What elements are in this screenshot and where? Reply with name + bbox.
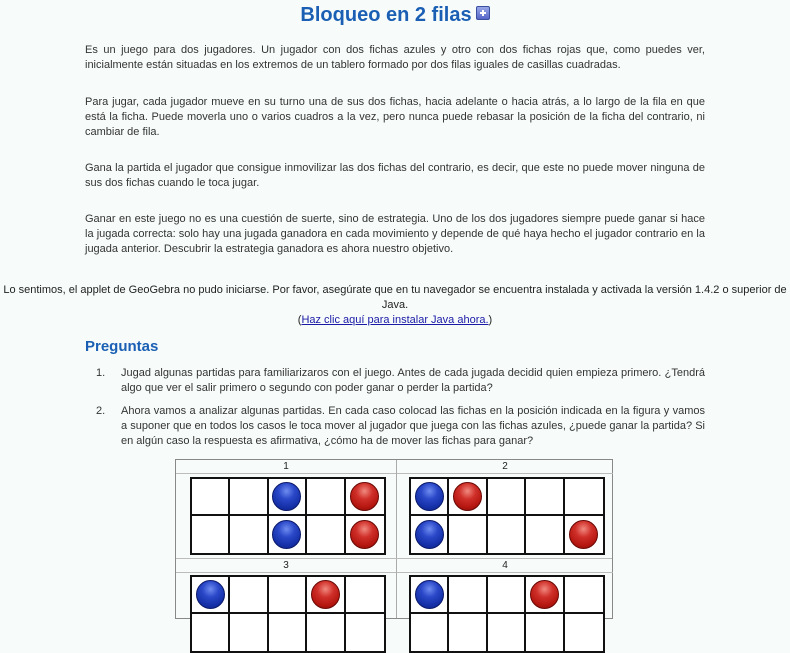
question-text: Jugad algunas partidas para familiarizaros con el juego. Antes de cada jugada decidid quien empieza primero. ¿Tendrá algo que ver el salir primero o segundo con poder ganar o perder la partida? bbox=[121, 367, 705, 394]
section-title: Preguntas bbox=[85, 338, 159, 355]
board-cell bbox=[411, 577, 449, 614]
board-cell bbox=[269, 614, 307, 651]
question-number: 2. bbox=[96, 405, 106, 417]
red-piece bbox=[569, 520, 598, 549]
board-cell bbox=[449, 516, 487, 553]
board-cell bbox=[269, 577, 307, 614]
positions-figure bbox=[175, 459, 613, 619]
board-cell bbox=[565, 614, 603, 651]
red-piece bbox=[311, 580, 340, 609]
blue-piece bbox=[272, 520, 301, 549]
blue-piece bbox=[415, 580, 444, 609]
board-label: 1 bbox=[176, 460, 396, 474]
blue-piece bbox=[415, 482, 444, 511]
board-3 bbox=[190, 575, 386, 653]
board-cell bbox=[192, 614, 230, 651]
board-cell bbox=[346, 577, 384, 614]
board-cell bbox=[526, 614, 564, 651]
java-notice bbox=[0, 283, 790, 328]
board-cell bbox=[307, 516, 345, 553]
board-cell bbox=[411, 614, 449, 651]
board-cell bbox=[526, 577, 564, 614]
board-cell bbox=[230, 614, 268, 651]
board-cell bbox=[230, 577, 268, 614]
page-title-text: Bloqueo en 2 filas bbox=[300, 4, 472, 26]
intro-paragraph: Gana la partida el jugador que consigue inmovilizar las dos fichas del contrario, es decir, que este no puede mover ninguna de sus dos fichas cuando le toca jugar. bbox=[85, 162, 705, 189]
blue-piece bbox=[272, 482, 301, 511]
board-cell bbox=[411, 479, 449, 516]
board-cell bbox=[269, 516, 307, 553]
intro-paragraph: Ganar en este juego no es una cuestión de suerte, sino de estrategia. Uno de los dos jugadores siempre puede ganar si hace la jugada correcta: solo hay una jugada ganadora en cada movimiento y depende de qué haya hecho el jugador contrario en la jugada anterior. Descubrir la estrategia ganadora es ahora nuestro objetivo. bbox=[85, 213, 705, 255]
board-1 bbox=[190, 477, 386, 555]
board-cell bbox=[192, 577, 230, 614]
java-notice-text: Lo sentimos, el applet de GeoGebra no pudo iniciarse. Por favor, asegúrate que en tu navegador se encuentra instalada y activada la versión 1.4.2 o superior de Java. bbox=[3, 284, 787, 311]
expand-plus-icon[interactable] bbox=[476, 6, 490, 20]
board-cell bbox=[346, 479, 384, 516]
board-cell bbox=[307, 479, 345, 516]
board-cell bbox=[488, 577, 526, 614]
install-java-link[interactable]: Haz clic aquí para instalar Java ahora. bbox=[301, 314, 489, 326]
board-cell bbox=[346, 516, 384, 553]
board-cell bbox=[565, 516, 603, 553]
paren-close: ) bbox=[488, 314, 493, 326]
question-text: Ahora vamos a analizar algunas partidas. En cada caso colocad las fichas en la posición indicada en la figura y vamos a suponer que en todos los casos le toca mover al jugador que juega con las fichas azules, ¿puede ganar la partida? Si en algún caso la respuesta es afirmativa, ¿cómo ha de mover las fichas para ganar? bbox=[121, 405, 705, 447]
blue-piece bbox=[196, 580, 225, 609]
board-label: 4 bbox=[397, 559, 613, 573]
intro-paragraph: Es un juego para dos jugadores. Un jugador con dos fichas azules y otro con dos fichas rojas que, como puedes ver, inicialmente están situadas en los extremos de un tablero formado por dos filas iguales de casillas cuadradas. bbox=[85, 44, 705, 71]
board-cell bbox=[565, 577, 603, 614]
red-piece bbox=[350, 520, 379, 549]
board-label: 2 bbox=[397, 460, 613, 474]
board-cell bbox=[488, 516, 526, 553]
board-cell bbox=[346, 614, 384, 651]
page-title bbox=[0, 3, 790, 27]
board-label: 3 bbox=[176, 559, 396, 573]
board-cell bbox=[411, 516, 449, 553]
board-cell bbox=[449, 479, 487, 516]
board-cell bbox=[307, 577, 345, 614]
figure-divider bbox=[396, 460, 397, 618]
red-piece bbox=[350, 482, 379, 511]
board-cell bbox=[230, 516, 268, 553]
board-cell bbox=[269, 479, 307, 516]
board-cell bbox=[230, 479, 268, 516]
board-cell bbox=[449, 577, 487, 614]
board-cell bbox=[526, 479, 564, 516]
board-cell bbox=[192, 516, 230, 553]
board-cell bbox=[307, 614, 345, 651]
board-cell bbox=[488, 479, 526, 516]
board-cell bbox=[526, 516, 564, 553]
blue-piece bbox=[415, 520, 444, 549]
red-piece bbox=[453, 482, 482, 511]
board-cell bbox=[488, 614, 526, 651]
paren-open: ( bbox=[297, 314, 302, 326]
intro-paragraph: Para jugar, cada jugador mueve en su turno una de sus dos fichas, hacia adelante o hacia atrás, a lo largo de la fila en que está la ficha. Puede moverla uno o varios cuadros a la vez, pero nunca puede rebasar la posición de la ficha del contrario, ni cambiar de fila. bbox=[85, 96, 705, 138]
board-cell bbox=[192, 479, 230, 516]
board-4 bbox=[409, 575, 605, 653]
board-2 bbox=[409, 477, 605, 555]
red-piece bbox=[530, 580, 559, 609]
question-number: 1. bbox=[96, 367, 106, 379]
board-cell bbox=[449, 614, 487, 651]
board-cell bbox=[565, 479, 603, 516]
